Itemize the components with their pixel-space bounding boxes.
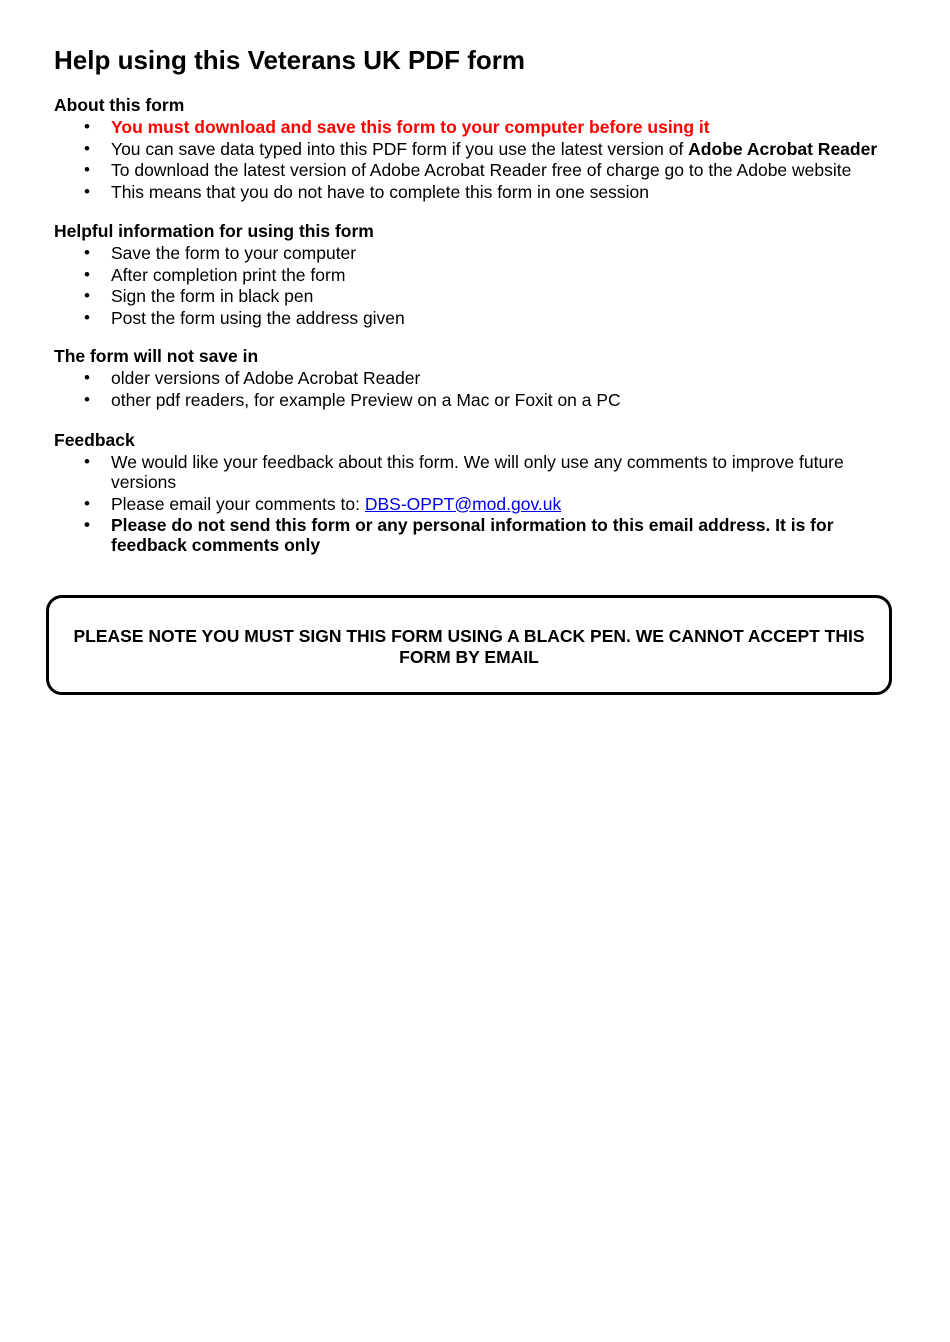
list-item: [0, 390, 950, 410]
list-item: [0, 515, 950, 555]
notice-box: [46, 595, 892, 695]
list-item: [0, 368, 950, 388]
list-item: [0, 139, 950, 159]
bullet-icon: •: [84, 368, 90, 387]
list-item: [0, 182, 950, 202]
privacy-warning-text: Please do not send this form or any personal information to this email address. It is for feedback comments only: [111, 515, 834, 555]
list-item: [0, 243, 950, 263]
list-item-text: Save the form to your computer: [111, 243, 357, 263]
download-warning: You must download and save this form to your computer before using it: [111, 117, 710, 137]
save-data-text: You can save data typed into this PDF form if you use the latest version of: [111, 138, 689, 159]
list-item: [0, 265, 950, 285]
list-item: [0, 494, 950, 514]
bullet-icon: •: [84, 160, 90, 179]
bullet-icon: •: [84, 493, 90, 513]
feedback-request-text: We would like your feedback about this form. We will only use any comments to improve future versions: [111, 452, 844, 492]
helpful-list: [0, 243, 950, 329]
list-item: [0, 160, 950, 180]
section-heading-helpful: Helpful information for using this form: [54, 221, 374, 241]
list-item: [0, 308, 950, 328]
download-acrobat-text: To download the latest version of Adobe Acrobat Reader free of charge go to the Adobe website: [111, 160, 852, 180]
bullet-icon: •: [84, 138, 90, 158]
bullet-icon: •: [84, 515, 90, 534]
list-item: [0, 452, 950, 492]
bullet-icon: •: [84, 286, 90, 305]
list-item-text: older versions of Adobe Acrobat Reader: [111, 368, 421, 388]
feedback-list: [0, 452, 950, 557]
bullet-icon: •: [84, 307, 90, 327]
bullet-icon: •: [84, 389, 90, 409]
acrobat-reader-emphasis: Adobe Acrobat Reader: [688, 138, 878, 159]
list-item: [0, 286, 950, 306]
bullet-icon: •: [84, 452, 90, 471]
list-item-text: After completion print the form: [111, 264, 346, 285]
bullet-icon: •: [84, 181, 90, 201]
feedback-email-link[interactable]: DBS-OPPT@mod.gov.uk: [364, 493, 562, 514]
notice-text: PLEASE NOTE YOU MUST SIGN THIS FORM USING A BLACK PEN. WE CANNOT ACCEPT THIS FORM BY EMAIL: [73, 626, 865, 667]
bullet-icon: •: [84, 264, 90, 284]
section-heading-feedback: Feedback: [54, 430, 135, 450]
section-heading-about: About this form: [54, 95, 185, 115]
list-item-text: Sign the form in black pen: [111, 286, 314, 306]
page-title: Help using this Veterans UK PDF form: [54, 45, 525, 75]
list-item-text: other pdf readers, for example Preview on a Mac or Foxit on a PC: [111, 389, 621, 410]
not-save-list: [0, 368, 950, 411]
section-heading-not-save: The form will not save in: [54, 346, 259, 366]
session-text: This means that you do not have to complete this form in one session: [111, 181, 649, 202]
bullet-icon: •: [84, 243, 90, 262]
list-item: [0, 117, 950, 137]
bullet-icon: •: [84, 117, 90, 136]
email-prompt-text: Please email your comments to:: [111, 493, 365, 514]
list-item-text: Post the form using the address given: [111, 307, 405, 328]
about-list: [0, 117, 950, 203]
